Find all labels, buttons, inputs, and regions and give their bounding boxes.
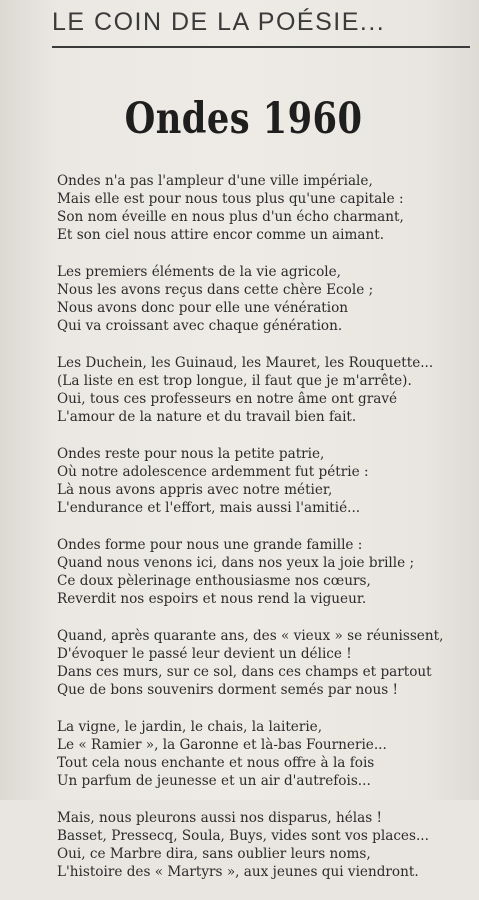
poem-line: Son nom éveille en nous plus d'un écho charmant, [57, 209, 404, 225]
poem-line: Un parfum de jeunesse et un air d'autrefois... [57, 773, 371, 789]
poem-line: Ondes forme pour nous une grande famille : [57, 537, 363, 553]
poem-line: Tout cela nous enchante et nous offre à la fois [57, 755, 375, 771]
stanza-3 [57, 354, 472, 426]
header-divider [52, 46, 470, 48]
poem-line: Ondes n'a pas l'ampleur d'une ville impériale, [57, 173, 373, 189]
stanza-5 [57, 536, 472, 608]
poem-line: Quand nous venons ici, dans nos yeux la joie brille ; [57, 555, 415, 571]
poem-line: Ce doux pèlerinage enthousiasme nos cœurs, [57, 573, 371, 589]
poem-line: Qui va croissant avec chaque génération. [57, 318, 343, 334]
poem-line: Et son ciel nous attire encor comme un aimant. [57, 227, 385, 243]
stanza-4 [57, 445, 472, 517]
poem-line: Que de bons souvenirs dorment semés par nous ! [57, 682, 398, 698]
poem-line: Nous les avons reçus dans cette chère Ecole ; [57, 282, 374, 298]
stanza-7 [57, 718, 472, 790]
stanza-1 [57, 172, 472, 244]
poem-title: Ondes 1960 [124, 94, 363, 144]
poem-line: Où notre adolescence ardemment fut pétrie : [57, 464, 369, 480]
poem-line: Les Duchein, les Guinaud, les Mauret, les Rouquette... [57, 355, 434, 371]
poem-line: L'histoire des « Martyrs », aux jeunes qui viendront. [57, 864, 419, 880]
poem-line: Là nous avons appris avec notre métier, [57, 482, 333, 498]
stanza-2 [57, 263, 472, 335]
poem-line: Nous avons donc pour elle une vénération [57, 300, 349, 316]
poem-line: La vigne, le jardin, le chais, la laiterie, [57, 719, 323, 735]
poem-line: Mais elle est pour nous tous plus qu'une capitale : [57, 191, 404, 207]
poem-line: Quand, après quarante ans, des « vieux » se réunissent, [57, 628, 444, 644]
section-header: LE COIN DE LA POÉSIE... [52, 8, 386, 36]
poem-line: Oui, tous ces professeurs en notre âme ont gravé [57, 391, 398, 407]
poem-line: Basset, Pressecq, Soula, Buys, vides sont vos places... [57, 828, 429, 844]
poem-line: Reverdit nos espoirs et nous rend la vigueur. [57, 591, 367, 607]
poem-line: L'amour de la nature et du travail bien fait. [57, 409, 357, 425]
stanza-8 [57, 809, 472, 881]
poem-line: D'évoquer le passé leur devient un délice ! [57, 646, 352, 662]
stanza-6 [57, 627, 472, 699]
poem-line: Ondes reste pour nous la petite patrie, [57, 446, 325, 462]
poem-line: L'endurance et l'effort, mais aussi l'amitié... [57, 500, 361, 516]
poem-line: Dans ces murs, sur ce sol, dans ces champs et partout [57, 664, 432, 680]
poem-line: Oui, ce Marbre dira, sans oublier leurs noms, [57, 846, 371, 862]
poem-line: Le « Ramier », la Garonne et là-bas Fournerie... [57, 737, 387, 753]
poem-line: Mais, nous pleurons aussi nos disparus, hélas ! [57, 810, 382, 826]
poem-line: Les premiers éléments de la vie agricole, [57, 264, 341, 280]
poem-line: (La liste en est trop longue, il faut que je m'arrête). [57, 373, 412, 389]
poem-body [57, 172, 472, 900]
